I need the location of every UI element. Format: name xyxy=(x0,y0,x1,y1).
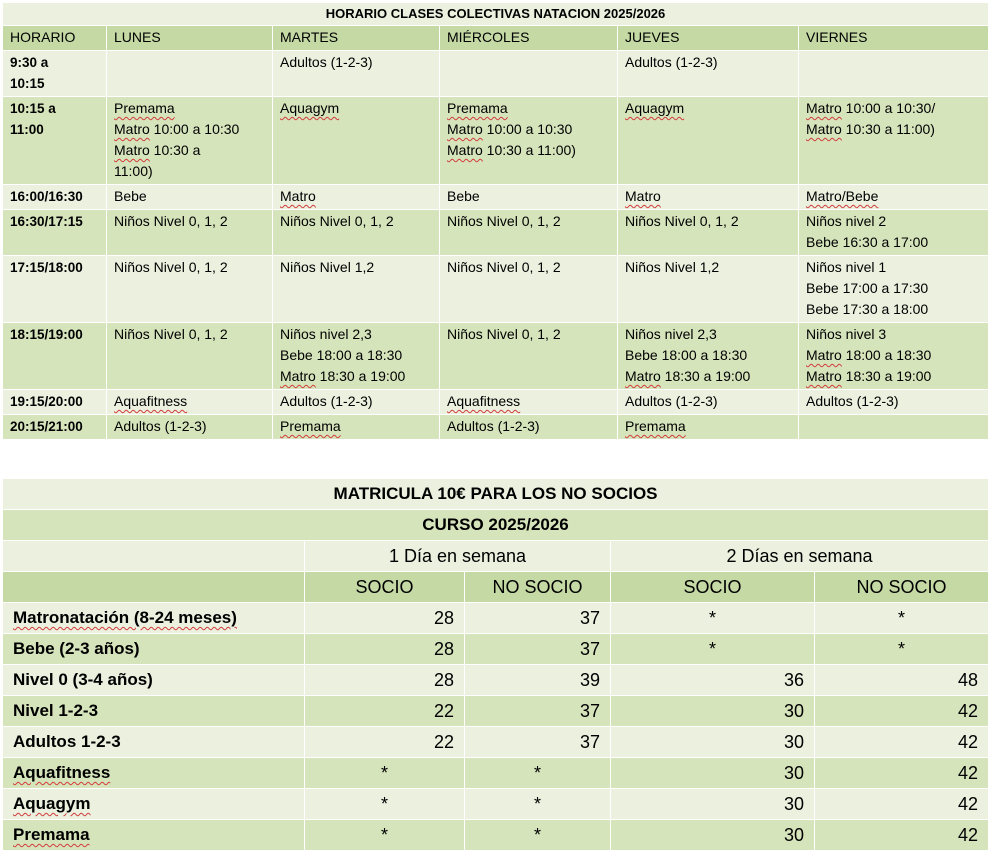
class-cell xyxy=(440,323,618,390)
class-entry: Niños Nivel 0, 1, 2 xyxy=(114,259,228,275)
pricing-row-label-text: Matronatación (8-24 meses) xyxy=(13,608,237,627)
price-socio-2dias: * xyxy=(611,603,815,634)
class-cell xyxy=(273,185,440,210)
pricing-row xyxy=(3,634,989,665)
class-cell xyxy=(799,210,989,256)
pricing-row-label xyxy=(3,696,305,727)
class-entry: Niños Nivel 0, 1, 2 xyxy=(280,213,394,229)
pricing-row xyxy=(3,603,989,634)
class-entry: Niños Nivel 0, 1, 2 xyxy=(447,326,561,342)
time-slot xyxy=(3,185,107,210)
price-nosocio-1dia: * xyxy=(465,758,611,789)
class-cell xyxy=(273,415,440,440)
class-entry-keyword: Matro/Bebe xyxy=(806,188,879,204)
col-no-socio-1: NO SOCIO xyxy=(465,572,611,603)
class-entry xyxy=(280,186,432,207)
class-cell xyxy=(273,51,440,97)
class-entry-keyword: Matro xyxy=(447,121,483,137)
class-entry-keyword: Matro xyxy=(806,121,842,137)
price-socio-1dia: 22 xyxy=(305,727,465,758)
empty-cell xyxy=(3,541,305,572)
class-entry: Niños Nivel 1,2 xyxy=(280,259,375,275)
class-entry: Niños Nivel 0, 1, 2 xyxy=(447,213,561,229)
class-entry: Niños Nivel 0, 1, 2 xyxy=(625,213,739,229)
class-cell xyxy=(440,256,618,323)
time-slot xyxy=(3,323,107,390)
class-entry xyxy=(806,366,981,387)
class-entry-rest: 18:00 a 18:30 xyxy=(841,347,932,363)
schedule-row xyxy=(3,415,989,440)
class-entry-keyword: Matro xyxy=(280,188,316,204)
pricing-row-label-text: Nivel 1-2-3 xyxy=(13,701,99,720)
class-cell xyxy=(273,390,440,415)
pricing-subtitle: CURSO 2025/2026 xyxy=(3,510,989,541)
schedule-row xyxy=(3,256,989,323)
price-socio-1dia: * xyxy=(305,820,465,851)
price-socio-1dia: 28 xyxy=(305,634,465,665)
pricing-row-label xyxy=(3,603,305,634)
pricing-table xyxy=(2,478,989,851)
schedule-row xyxy=(3,185,989,210)
class-cell xyxy=(273,323,440,390)
class-entry-keyword: Matro xyxy=(114,142,150,158)
class-entry-rest: 18:30 a 19:00 xyxy=(841,368,932,384)
class-entry: Niños nivel 3 xyxy=(806,326,887,342)
class-entry xyxy=(280,98,432,119)
pricing-row-label-text: Bebe (2-3 años) xyxy=(13,639,140,658)
price-nosocio-2dias: 48 xyxy=(815,665,989,696)
class-cell xyxy=(618,415,799,440)
class-entry-rest: 18:30 a 19:00 xyxy=(660,368,751,384)
class-entry xyxy=(447,98,610,119)
pricing-row xyxy=(3,758,989,789)
class-entry-keyword: Matro xyxy=(625,188,661,204)
price-socio-2dias: 30 xyxy=(611,727,815,758)
class-entry: Bebe 17:00 a 17:30 xyxy=(806,280,929,296)
class-entry-keyword: Aquafitness xyxy=(447,393,521,409)
class-entry xyxy=(114,391,265,412)
class-cell xyxy=(618,51,799,97)
class-entry xyxy=(806,98,981,119)
pricing-group-row xyxy=(3,541,989,572)
class-cell xyxy=(618,256,799,323)
class-entry: Adultos (1-2-3) xyxy=(625,393,718,409)
class-entry-keyword: Matro xyxy=(806,347,842,363)
class-entry: Niños nivel 2,3 xyxy=(625,326,717,342)
time-slot-text: 18:15/19:00 xyxy=(10,327,83,342)
class-entry-keyword: Premama xyxy=(280,418,341,434)
class-entry: Bebe 17:30 a 18:00 xyxy=(806,301,929,317)
pricing-column-row xyxy=(3,572,989,603)
class-entry xyxy=(447,119,610,140)
pricing-row xyxy=(3,789,989,820)
price-socio-1dia: 22 xyxy=(305,696,465,727)
class-cell xyxy=(273,210,440,256)
price-nosocio-2dias: 42 xyxy=(815,727,989,758)
class-entry-keyword: Premama xyxy=(114,100,175,116)
class-entry xyxy=(280,416,432,437)
pricing-row-label-text: Aquagym xyxy=(13,794,91,813)
time-slot-text: 16:00/16:30 xyxy=(10,189,83,204)
class-cell xyxy=(107,51,273,97)
class-entry-keyword: Matro xyxy=(114,121,150,137)
price-nosocio-2dias: 42 xyxy=(815,789,989,820)
schedule-header-row xyxy=(3,26,989,51)
class-cell xyxy=(618,390,799,415)
class-entry-rest: 10:00 a 10:30 xyxy=(482,121,573,137)
class-entry-keyword: Matro xyxy=(447,142,483,158)
pricing-row-label-text: Adultos 1-2-3 xyxy=(13,732,121,751)
class-cell xyxy=(799,97,989,185)
class-cell xyxy=(107,97,273,185)
price-socio-2dias: 36 xyxy=(611,665,815,696)
price-socio-2dias: 30 xyxy=(611,696,815,727)
class-entry xyxy=(806,345,981,366)
class-entry-keyword: Premama xyxy=(447,100,508,116)
schedule-table xyxy=(2,2,989,440)
pricing-title: MATRICULA 10€ PARA LOS NO SOCIOS xyxy=(3,479,989,510)
class-cell xyxy=(799,390,989,415)
class-entry-keyword: Matro xyxy=(806,100,842,116)
class-cell xyxy=(440,415,618,440)
class-entry-rest: 10:30 a 11:00) xyxy=(841,121,935,137)
empty-cell xyxy=(3,572,305,603)
header-lunes: LUNES xyxy=(107,26,273,51)
class-entry-keyword: Aquagym xyxy=(625,100,685,116)
price-nosocio-1dia: * xyxy=(465,820,611,851)
class-entry: Adultos (1-2-3) xyxy=(806,393,899,409)
pricing-row xyxy=(3,696,989,727)
class-entry xyxy=(447,391,610,412)
time-slot-text: 9:30 a xyxy=(10,55,49,70)
col-no-socio-2: NO SOCIO xyxy=(815,572,989,603)
class-entry xyxy=(114,119,265,140)
pricing-row-label xyxy=(3,758,305,789)
class-entry: Bebe xyxy=(447,188,480,204)
price-socio-2dias: 30 xyxy=(611,820,815,851)
col-socio-2: SOCIO xyxy=(611,572,815,603)
class-entry-keyword: Aquagym xyxy=(280,100,340,116)
schedule-row xyxy=(3,51,989,97)
header-viernes: VIERNES xyxy=(799,26,989,51)
price-nosocio-1dia: * xyxy=(465,789,611,820)
class-entry xyxy=(625,98,791,119)
class-cell xyxy=(618,210,799,256)
class-entry xyxy=(447,140,610,161)
header-martes: MARTES xyxy=(273,26,440,51)
class-cell xyxy=(107,323,273,390)
price-socio-1dia: * xyxy=(305,789,465,820)
class-cell xyxy=(618,323,799,390)
col-socio-1: SOCIO xyxy=(305,572,465,603)
price-nosocio-2dias: 42 xyxy=(815,758,989,789)
class-entry: Niños nivel 1 xyxy=(806,259,887,275)
class-entry-rest: 18:30 a 19:00 xyxy=(315,368,406,384)
time-slot xyxy=(3,210,107,256)
pricing-row-label xyxy=(3,789,305,820)
pricing-row xyxy=(3,820,989,851)
price-socio-1dia: 28 xyxy=(305,603,465,634)
pricing-row xyxy=(3,665,989,696)
class-entry xyxy=(114,140,265,161)
class-cell xyxy=(107,185,273,210)
price-nosocio-1dia: 37 xyxy=(465,603,611,634)
class-entry-rest: 10:00 a 10:30/ xyxy=(841,100,936,116)
class-entry: Niños Nivel 0, 1, 2 xyxy=(114,213,228,229)
schedule-row xyxy=(3,323,989,390)
pricing-row-label xyxy=(3,727,305,758)
class-cell xyxy=(107,256,273,323)
time-slot-text: 20:15/21:00 xyxy=(10,419,83,434)
class-entry xyxy=(114,98,265,119)
class-cell xyxy=(799,185,989,210)
price-nosocio-2dias: * xyxy=(815,634,989,665)
class-cell xyxy=(618,185,799,210)
time-slot-text: 16:30/17:15 xyxy=(10,214,83,229)
time-slot-text: 11:00 xyxy=(10,122,44,137)
class-entry: Adultos (1-2-3) xyxy=(447,418,540,434)
class-entry: Bebe 16:30 a 17:00 xyxy=(806,234,929,250)
class-entry xyxy=(625,366,791,387)
class-entry xyxy=(280,366,432,387)
class-entry: Niños nivel 2,3 xyxy=(280,326,372,342)
class-entry-keyword: Premama xyxy=(625,418,686,434)
class-cell xyxy=(107,415,273,440)
class-cell xyxy=(273,256,440,323)
class-cell xyxy=(440,390,618,415)
class-entry: Niños nivel 2 xyxy=(806,213,887,229)
class-cell xyxy=(799,256,989,323)
price-nosocio-1dia: 37 xyxy=(465,727,611,758)
time-slot xyxy=(3,51,107,97)
price-nosocio-2dias: * xyxy=(815,603,989,634)
class-entry xyxy=(806,119,981,140)
price-socio-2dias: 30 xyxy=(611,789,815,820)
price-nosocio-2dias: 42 xyxy=(815,820,989,851)
class-cell xyxy=(273,97,440,185)
class-entry: Niños Nivel 1,2 xyxy=(625,259,720,275)
price-socio-2dias: * xyxy=(611,634,815,665)
class-entry: Bebe xyxy=(114,188,147,204)
class-entry-keyword: Aquafitness xyxy=(114,393,188,409)
time-slot-text: 19:15/20:00 xyxy=(10,394,83,409)
schedule-title: HORARIO CLASES COLECTIVAS NATACION 2025/2026 xyxy=(3,3,989,26)
class-entry: 11:00) xyxy=(114,163,153,179)
time-slot xyxy=(3,256,107,323)
time-slot xyxy=(3,390,107,415)
class-cell xyxy=(107,390,273,415)
class-entry: Adultos (1-2-3) xyxy=(625,54,718,70)
class-entry-rest: 10:00 a 10:30 xyxy=(149,121,240,137)
class-cell xyxy=(799,51,989,97)
time-slot xyxy=(3,97,107,185)
class-entry: Niños Nivel 0, 1, 2 xyxy=(447,259,561,275)
class-entry: Niños Nivel 0, 1, 2 xyxy=(114,326,228,342)
class-entry xyxy=(625,416,791,437)
header-miercoles: MIÉRCOLES xyxy=(440,26,618,51)
pricing-row-label-text: Nivel 0 (3-4 años) xyxy=(13,670,153,689)
header-jueves: JUEVES xyxy=(618,26,799,51)
header-horario: HORARIO xyxy=(3,26,107,51)
price-socio-1dia: * xyxy=(305,758,465,789)
class-entry-keyword: Matro xyxy=(625,368,661,384)
class-entry: Bebe 18:00 a 18:30 xyxy=(280,347,403,363)
class-cell xyxy=(799,415,989,440)
class-entry-rest: 10:30 a 11:00) xyxy=(482,142,576,158)
class-entry-rest: 10:30 a xyxy=(149,142,201,158)
class-entry-keyword: Matro xyxy=(806,368,842,384)
pricing-row-label xyxy=(3,820,305,851)
price-nosocio-1dia: 37 xyxy=(465,634,611,665)
class-cell xyxy=(440,210,618,256)
group-one-day: 1 Día en semana xyxy=(305,541,611,572)
schedule-row xyxy=(3,210,989,256)
class-cell xyxy=(618,97,799,185)
pricing-row-label-text: Premama xyxy=(13,825,90,844)
schedule-row xyxy=(3,390,989,415)
price-nosocio-1dia: 37 xyxy=(465,696,611,727)
class-cell xyxy=(107,210,273,256)
class-entry xyxy=(806,186,981,207)
class-entry xyxy=(625,186,791,207)
class-cell xyxy=(440,51,618,97)
price-socio-1dia: 28 xyxy=(305,665,465,696)
class-entry: Adultos (1-2-3) xyxy=(114,418,207,434)
schedule-row xyxy=(3,97,989,185)
price-nosocio-1dia: 39 xyxy=(465,665,611,696)
price-nosocio-2dias: 42 xyxy=(815,696,989,727)
class-cell xyxy=(440,185,618,210)
class-entry: Bebe 18:00 a 18:30 xyxy=(625,347,748,363)
pricing-row-label-text: Aquafitness xyxy=(13,763,111,782)
pricing-row-label xyxy=(3,634,305,665)
class-entry: Adultos (1-2-3) xyxy=(280,54,373,70)
time-slot-text: 10:15 xyxy=(10,76,45,91)
class-entry-keyword: Matro xyxy=(280,368,316,384)
pricing-row-label xyxy=(3,665,305,696)
price-socio-2dias: 30 xyxy=(611,758,815,789)
class-cell xyxy=(440,97,618,185)
class-cell xyxy=(799,323,989,390)
time-slot-text: 17:15/18:00 xyxy=(10,260,83,275)
pricing-row xyxy=(3,727,989,758)
class-entry: Adultos (1-2-3) xyxy=(280,393,373,409)
group-two-days: 2 Días en semana xyxy=(611,541,989,572)
time-slot xyxy=(3,415,107,440)
time-slot-text: 10:15 a xyxy=(10,101,56,116)
